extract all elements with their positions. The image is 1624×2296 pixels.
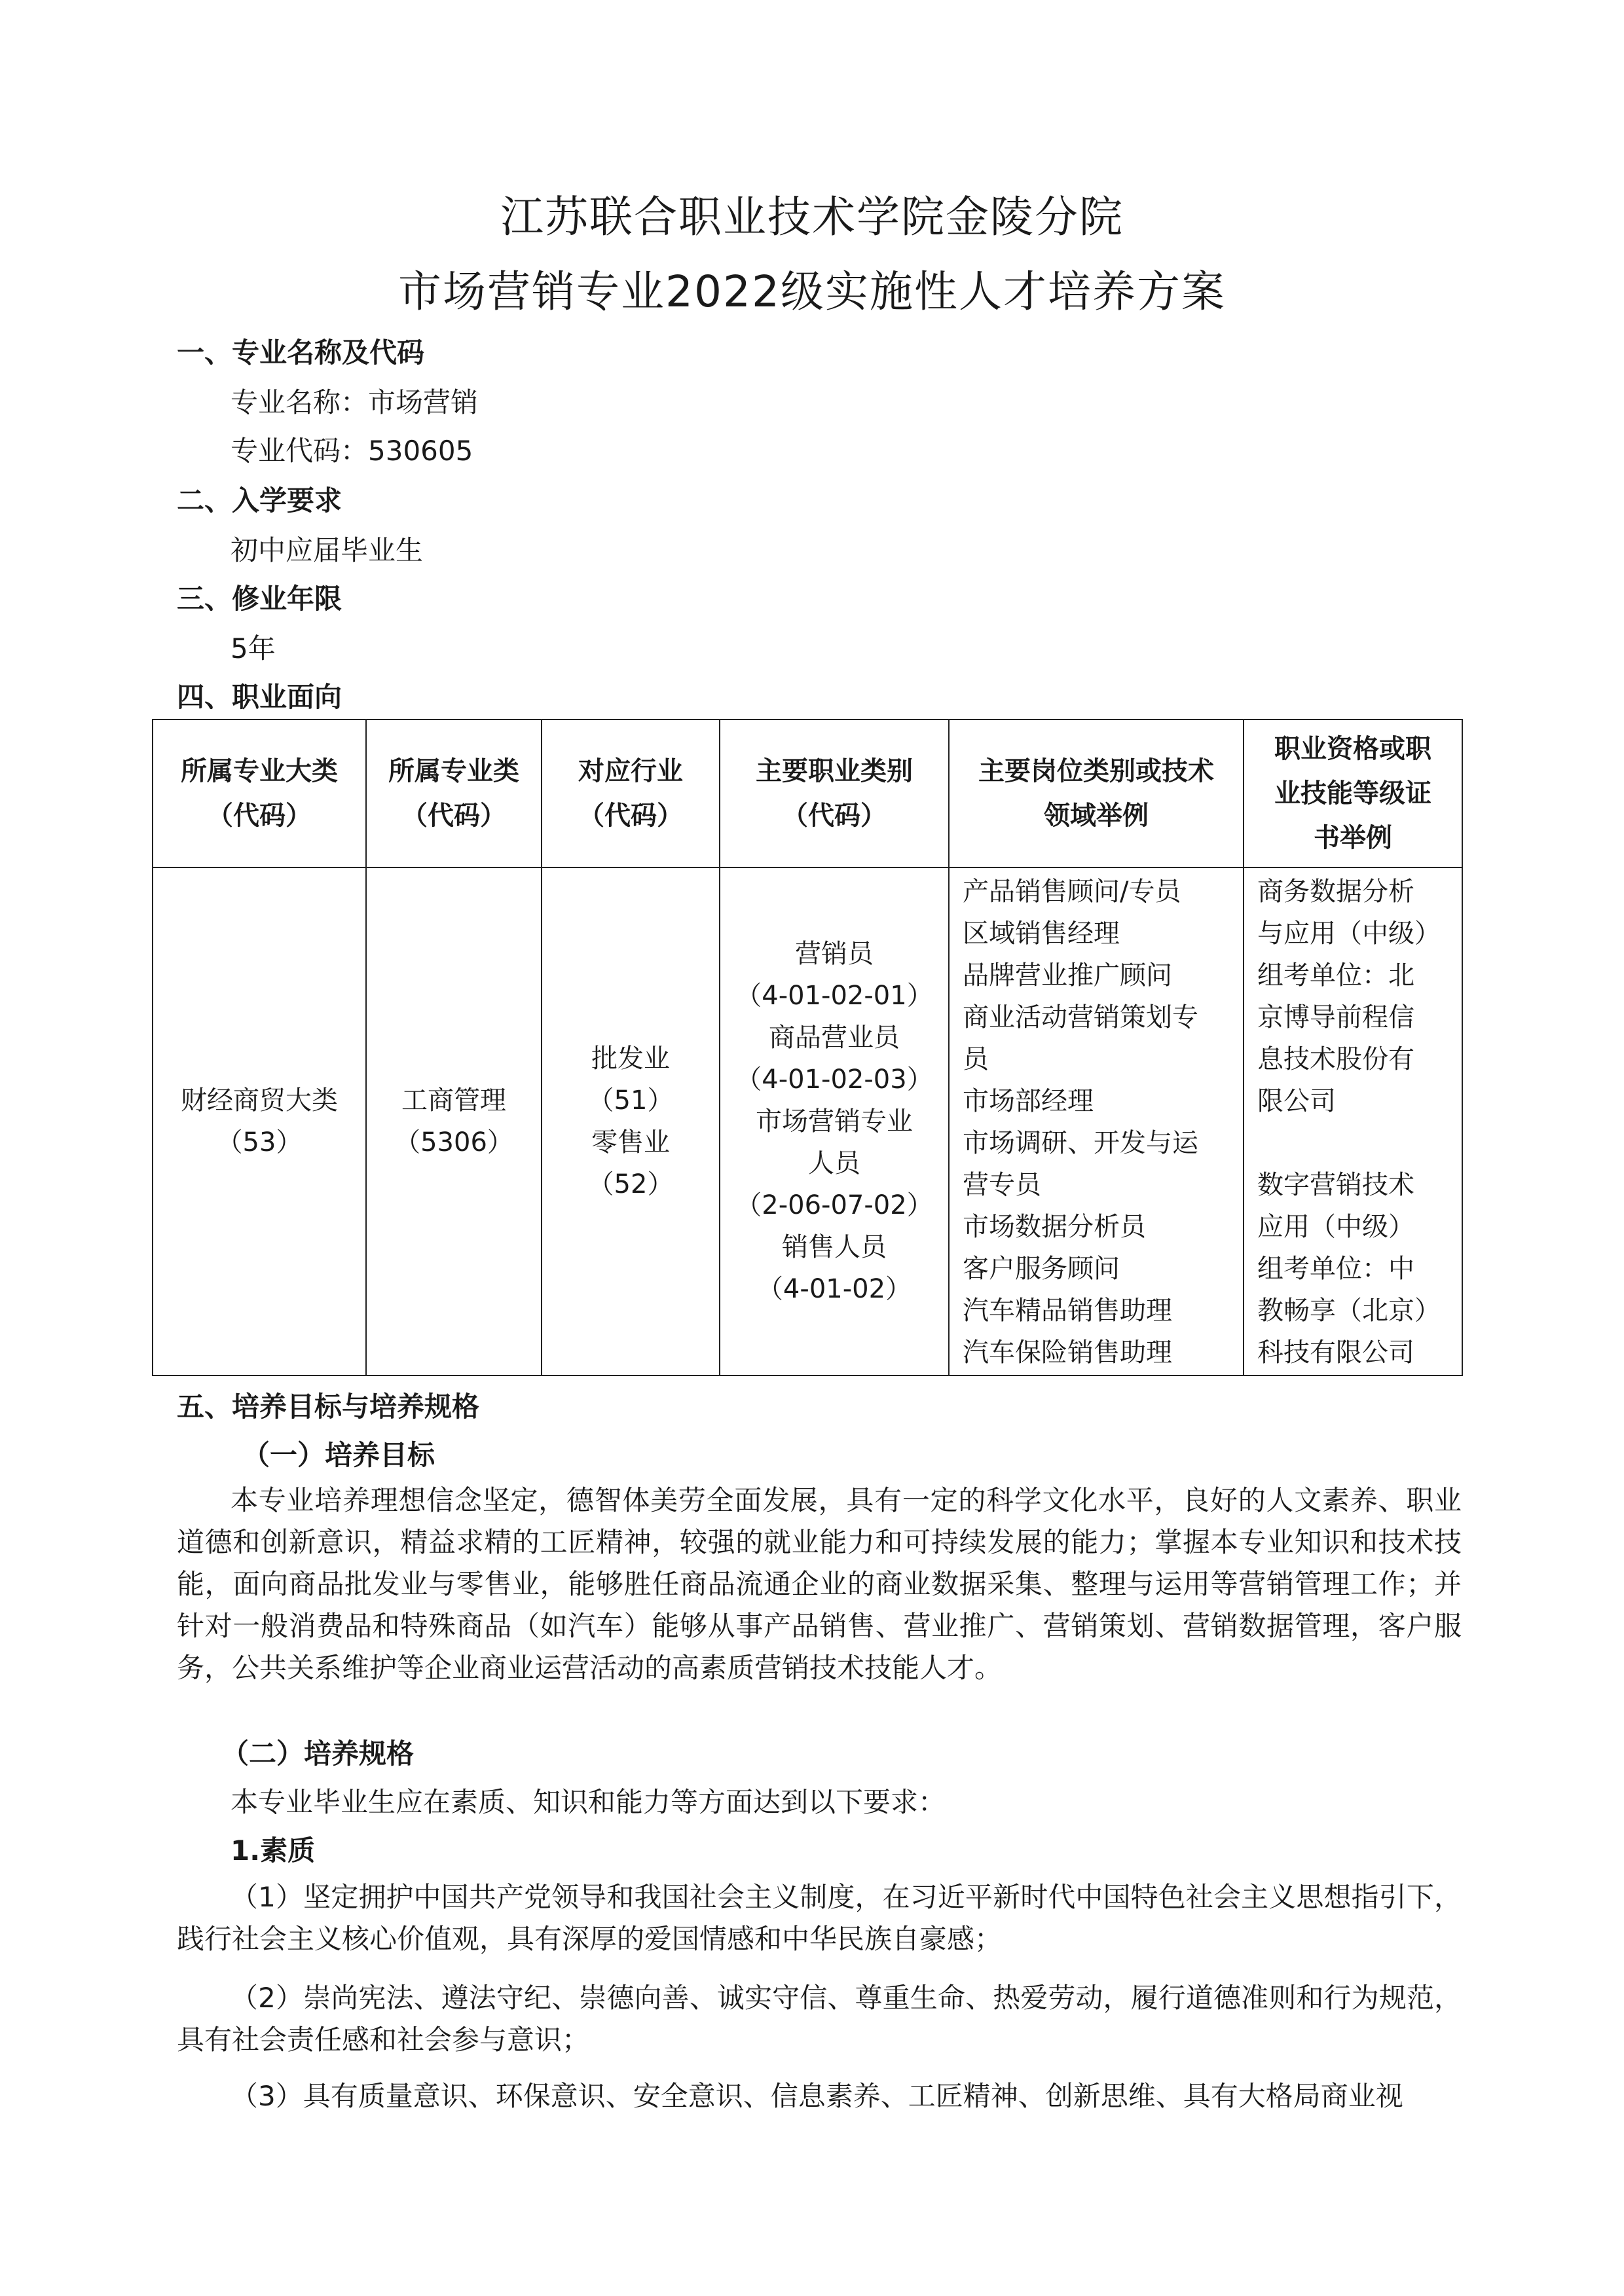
section-2-heading: 二、入学要求: [177, 484, 342, 517]
table-cell-industry: 批发业 （51） 零售业 （52）: [542, 867, 720, 1376]
subsection-spec-heading: （二）培养规格: [221, 1738, 415, 1770]
document-title-program: 市场营销专业2022级实施性人才培养方案: [398, 266, 1226, 317]
table-cell-positions: 产品销售顾问/专员 区域销售经理 品牌营业推广顾问 商业活动营销策划专 员 市场部经理 市场调研、开发与运 营专员 市场数据分析员 客户服务顾问 汽车精品销售助理 汽车保险销售助理: [949, 867, 1244, 1376]
occupation-table: [152, 719, 1463, 1376]
table-cell-certificates: 商务数据分析 与应用（中级） 组考单位：北 京博导前程信 息技术股份有 限公司 数字营销技术 应用（中级） 组考单位：中 教畅享（北京） 科技有限公司: [1244, 867, 1462, 1376]
document-title-school: 江苏联合职业技术学院金陵分院: [500, 192, 1124, 242]
table-cell-occupation: 营销员 （4-01-02-01） 商品营业员 （4-01-02-03） 市场营销专业 人员 （2-06-07-02） 销售人员 （4-01-02）: [720, 867, 949, 1376]
section-4-heading: 四、职业面向: [177, 681, 342, 713]
subsection-goal-heading: （一）培养目标: [242, 1439, 435, 1471]
admission-requirement: 初中应届毕业生: [231, 534, 424, 566]
header-cell: 对应行业 （代码）: [542, 720, 720, 867]
header-cell: 主要岗位类别或技术 领域举例: [949, 720, 1244, 867]
section-5-heading: 五、培养目标与培养规格: [177, 1391, 480, 1423]
table-cell-category: 财经商贸大类 （53）: [153, 867, 366, 1376]
major-code: 专业代码：530605: [231, 435, 473, 467]
header-cell: 所属专业类 （代码）: [366, 720, 542, 867]
table-cell-subcategory: 工商管理 （5306）: [366, 867, 542, 1376]
study-duration: 5年: [231, 632, 276, 665]
table-header-row: [153, 720, 1462, 867]
quality-item-1: （1）坚定拥护中国共产党领导和我国社会主义制度，在习近平新时代中国特色社会主义思想指引下，践行社会主义核心价值观，具有深厚的爱国情感和中华民族自豪感；: [177, 1881, 1462, 1955]
section-3-heading: 三、修业年限: [177, 583, 342, 615]
section-1-heading: 一、专业名称及代码: [177, 337, 425, 369]
header-cell: 职业资格或职 业技能等级证 书举例: [1244, 720, 1462, 867]
requirements-intro: 本专业毕业生应在素质、知识和能力等方面达到以下要求：: [231, 1786, 946, 1818]
quality-heading: 1.素质: [231, 1834, 316, 1867]
header-cell: 主要职业类别 （代码）: [720, 720, 949, 867]
quality-item-2: （2）崇尚宪法、遵法守纪、崇德向善、诚实守信、尊重生命、热爱劳动，履行道德准则和行为规范，具有社会责任感和社会参与意识；: [177, 1982, 1462, 2056]
quality-item-3: （3）具有质量意识、环保意识、安全意识、信息素养、工匠精神、创新思维、具有大格局商业视: [231, 2080, 1403, 2112]
training-goal-paragraph: 本专业培养理想信念坚定，德智体美劳全面发展，具有一定的科学文化水平，良好的人文素养、职业道德和创新意识，精益求精的工匠精神，较强的就业能力和可持续发展的能力；掌握本专业知识和技术技能，面向商品批发业与零售业，能够胜任商品流通企业的商业数据采集、整理与运用等营销管理工作；并针对一般消费品和特殊商品（如汽车）能够从事产品销售、营业推广、营销策划、营销数据管理，客户服务，公共关系维护等企业商业运营活动的高素质营销技术技能人才。: [177, 1484, 1462, 1684]
major-name: 专业名称：市场营销: [231, 386, 479, 418]
header-cell: 所属专业大类 （代码）: [153, 720, 366, 867]
table-row: [153, 867, 1462, 1376]
